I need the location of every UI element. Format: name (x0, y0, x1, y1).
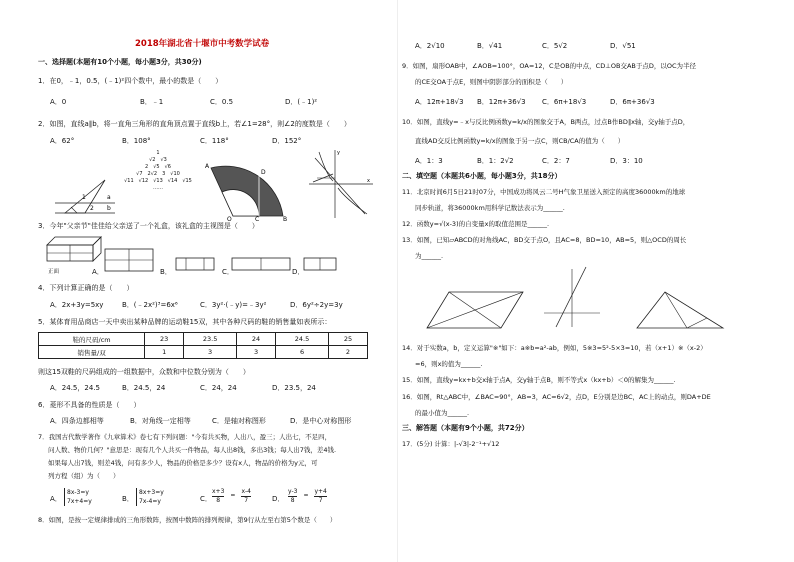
table-cell: 23.5 (184, 333, 237, 346)
table-cell: 24 (237, 333, 276, 346)
label-a: a (107, 194, 111, 201)
q7-option-a: A． (50, 495, 62, 503)
label-b: b (107, 205, 111, 212)
q10-text-line1: 10．如图，直线y=﹣x与反比例函数y=k/x的图象交于A，B两点，过点B作BD∥x轴，交y轴于点D， (402, 118, 690, 126)
label-angle-2: 2 (90, 205, 94, 212)
q2-option-c: C．118° (200, 137, 229, 145)
equation: 7x-4=y (139, 498, 161, 505)
label-y: y (337, 150, 340, 156)
triangle-row-6: …… (153, 185, 163, 191)
q8-text: 8．如图，是按一定规律排成的三角形数阵，按图中数阵的排列规律，第9行从左至右第5个数是（ ） (38, 516, 337, 524)
q8-option-c: C．5√2 (542, 42, 568, 50)
q2-text: 2．如图，直线a∥b，将一直角三角形的直角顶点置于直线b上，若∠1=28°，则∠2的度数是（ ） (38, 120, 351, 128)
q6-option-b: B．对角线一定相等 (130, 417, 191, 425)
q11-text-line1: 11．北京时间6月5日21时07分，中国成功将风云二号H气象卫星送入预定的高度36000km的地球 (402, 188, 686, 196)
q9-option-d: D．6π+36√3 (610, 98, 655, 106)
q3-option-a: A． (92, 268, 104, 276)
q15-linear-graph-figure (542, 265, 602, 330)
q9-text-line1: 9．如图，扇形OAB中，∠AOB=100°，OA=12，C是OB的中点，CD⊥OB交AB于点D，以OC为半径 (402, 62, 697, 70)
numerator: y+4 (314, 488, 327, 495)
q9-option-b: B．12π+36√3 (477, 98, 526, 106)
q1-text: 1．在0，﹣1，0.5，(﹣1)²四个数中，最小的数是（ ） (38, 77, 223, 85)
section-answer-heading: 三、解答题（本题有9个小题，共72分） (402, 424, 529, 432)
label-D: D (261, 169, 266, 176)
equals-sign: = (303, 492, 309, 499)
triangle-row-5: √11 √12 √13 √14 √15 (124, 178, 192, 184)
q1-option-a: A．0 (50, 98, 67, 106)
q9-option-a: A．12π+18√3 (415, 98, 464, 106)
q4-option-a: A．2x+3y=5xy (50, 301, 104, 309)
triangle-row-1: 1 (156, 150, 160, 156)
q13-text-line2: 为______. (415, 252, 444, 260)
q5-option-c: C．24，24 (200, 384, 237, 392)
q10-text-line2: 直线AD交反比例函数y=k/x的图象于另一点C，则CB/CA的值为（ ） (415, 137, 625, 145)
q8-option-a: A．2√10 (415, 42, 445, 50)
shoe-size-table (38, 332, 368, 359)
table-row (39, 333, 368, 346)
table-cell: 1 (145, 346, 184, 359)
numerator: x-4 (241, 488, 251, 495)
q10-option-b: B．1：2√2 (477, 157, 514, 165)
section-choice-heading: 一、选择题(本题有10个小题，每小题3分，共30分) (38, 58, 202, 66)
table-cell: 23 (145, 333, 184, 346)
q16-triangle-figure (637, 288, 727, 333)
table-cell: 3 (237, 346, 276, 359)
q6-option-c: C．是轴对称图形 (212, 417, 266, 425)
q7-text-line3: 如果每人出7钱，则差4钱，问有多少人，物品的价格是多少？设有x人，物品的价格为y元，可 (48, 459, 318, 467)
label-A: A (205, 163, 210, 170)
q6-option-a: A．四条边都相等 (50, 417, 104, 425)
label-C: C (255, 216, 260, 223)
q14-text-line1: 14．对于实数a，b，定义运算"※"如下：a※b=a²-ab，例如，5※3=5²-5×3=10，若（x+1）※（x-2） (402, 344, 707, 352)
q7-option-c-fraction (212, 488, 251, 505)
q9-option-c: C．6π+18√3 (542, 98, 587, 106)
q7-option-c: C． (200, 495, 212, 503)
section-fill-heading: 二、填空题（本题共6小题，每小题3分，共18分） (402, 172, 562, 180)
q10-option-d: D．3：10 (610, 157, 643, 165)
q14-text-line2: =6，则x的值为______. (415, 360, 483, 368)
q13-text-line1: 13．如图，已知▱ABCD的对角线AC，BD交于点O，且AC=8，BD=10，AB=5，则△OCD的周长 (402, 236, 687, 244)
q5-option-d: D．23.5，24 (272, 384, 316, 392)
table-cell: 25 (328, 333, 367, 346)
q6-option-d: D．是中心对称图形 (290, 417, 352, 425)
q7-option-d: D． (272, 495, 285, 503)
q5-text: 5．某体育用品商店一天中卖出某种品牌的运动鞋15双，其中各种尺码的鞋的销售量如表所示： (38, 318, 332, 326)
q3-option-a-figure (105, 249, 155, 274)
q16-text-line1: 16．如图，Rt△ABC中，∠BAC=90°，AB=3，AC=6√2，点D，E分别是边BC，AC上的动点，则DA+DE (402, 393, 711, 401)
q1-option-d: D．(﹣1)² (285, 98, 318, 106)
equals-sign: = (230, 492, 236, 499)
exam-title: 2018年湖北省十堰市中考数学试卷 (135, 39, 270, 49)
q7-option-b-system (136, 488, 164, 506)
q3-option-c: C． (222, 268, 234, 276)
numerator: x+3 (212, 488, 225, 495)
q7-text-line4: 列方程（组）为（ ） (48, 472, 120, 480)
q12-text: 12．函数y=√(x-3)的自变量x的取值范围是______. (402, 220, 550, 228)
q3-option-b: B． (160, 268, 172, 276)
label-B: B (283, 216, 288, 223)
table-cell: 3 (184, 346, 237, 359)
q3-text: 3．今年"父亲节"佳佳给父亲送了一个礼盒，该礼盒的主视图是（ ） (38, 222, 259, 230)
denominator: 7 (244, 497, 249, 504)
q10-option-a: A．1：3 (415, 157, 443, 165)
triangle-row-2: √2 √3 (149, 157, 167, 163)
q7-option-a-system (64, 488, 92, 506)
q1-option-c: C．0.5 (210, 98, 234, 106)
q5-option-a: A．24.5，24.5 (50, 384, 100, 392)
label-angle-1: 1 (82, 194, 86, 201)
q6-text: 6．菱形不具备的性质是（ ） (38, 401, 141, 409)
q4-option-b: B．(﹣2x²)³=6x⁶ (122, 301, 178, 309)
label-x: x (367, 178, 370, 184)
q8-option-d: D．√51 (610, 42, 636, 50)
table-cell: 销售量/双 (39, 346, 145, 359)
q5-tail-text: 则这15双鞋的尺码组成的一组数据中，众数和中位数分别为（ ） (38, 368, 250, 376)
equation: 8x+3=y (139, 489, 164, 496)
front-view-label: 正面 (48, 269, 60, 275)
denominator: 8 (290, 497, 295, 504)
q13-parallelogram-figure (427, 288, 527, 333)
equation: 7x+4=y (67, 498, 92, 505)
q2-option-a: A．62° (50, 137, 75, 145)
triangle-row-3: 2 √5 √6 (145, 164, 171, 170)
q3-option-b-figure (176, 258, 216, 272)
equation: 8x-3=y (67, 489, 89, 496)
table-cell: 6 (276, 346, 329, 359)
table-cell: 2 (328, 346, 367, 359)
q9-text-line2: 的CE交OA于点E，则图中阴影部分的面积是（ ） (415, 78, 568, 86)
q3-option-c-figure (232, 258, 292, 272)
q17-text: 17．(5分) 计算：|-√3|-2⁻¹+√12 (402, 440, 500, 448)
q7-text-line2: 问人数、物价几何？"意思是：现有几个人共买一件物品，每人出8钱，多出3钱；每人出7钱，差4钱. (48, 446, 337, 454)
q1-option-b: B．﹣1 (140, 98, 164, 106)
right-column (397, 0, 794, 562)
q10-option-c: C．2：7 (542, 157, 570, 165)
q7-text-line1: 7．我国古代数学著作《九章算术》卷七有下列问题："今有共买物，人出八，盈三；人出七，不足四， (38, 433, 332, 441)
q7-option-b: B． (122, 495, 134, 503)
q16-text-line2: 的最小值为______. (415, 409, 470, 417)
denominator: 7 (318, 497, 323, 504)
q8-number-triangle (118, 150, 198, 192)
q3-option-d-figure (304, 258, 338, 272)
q10-hyperbola-figure (305, 148, 375, 220)
q9-sector-figure (205, 158, 290, 223)
numerator: y-3 (288, 488, 298, 495)
q2-option-d: D．152° (272, 137, 302, 145)
q11-text-line2: 同步轨道，将36000km用科学记数法表示为______. (415, 204, 565, 212)
table-cell: 24.5 (276, 333, 329, 346)
q4-option-d: D．6y²÷2y=3y (290, 301, 343, 309)
q3-option-d: D． (292, 268, 305, 276)
q15-text: 15．如图，直线y=kx+b交x轴于点A，交y轴于点B，则不等式x（kx+b）＜0的解集为______. (402, 376, 676, 384)
q7-option-d-fraction (288, 488, 327, 505)
q2-option-b: B．108° (122, 137, 151, 145)
q5-option-b: B．24.5，24 (122, 384, 166, 392)
q3-gift-box-figure (45, 235, 105, 267)
table-cell: 鞋的尺码/cm (39, 333, 145, 346)
q2-parallel-lines-figure (55, 175, 120, 220)
denominator: 8 (216, 497, 221, 504)
q8-option-b: B．√41 (477, 42, 503, 50)
triangle-row-4: √7 2√2 3 √10 (136, 171, 180, 177)
label-O: O (227, 216, 232, 223)
q4-text: 4．下列计算正确的是（ ） (38, 284, 134, 292)
q4-option-c: C．3y²·(﹣y)=﹣3y² (200, 301, 267, 309)
table-row (39, 346, 368, 359)
